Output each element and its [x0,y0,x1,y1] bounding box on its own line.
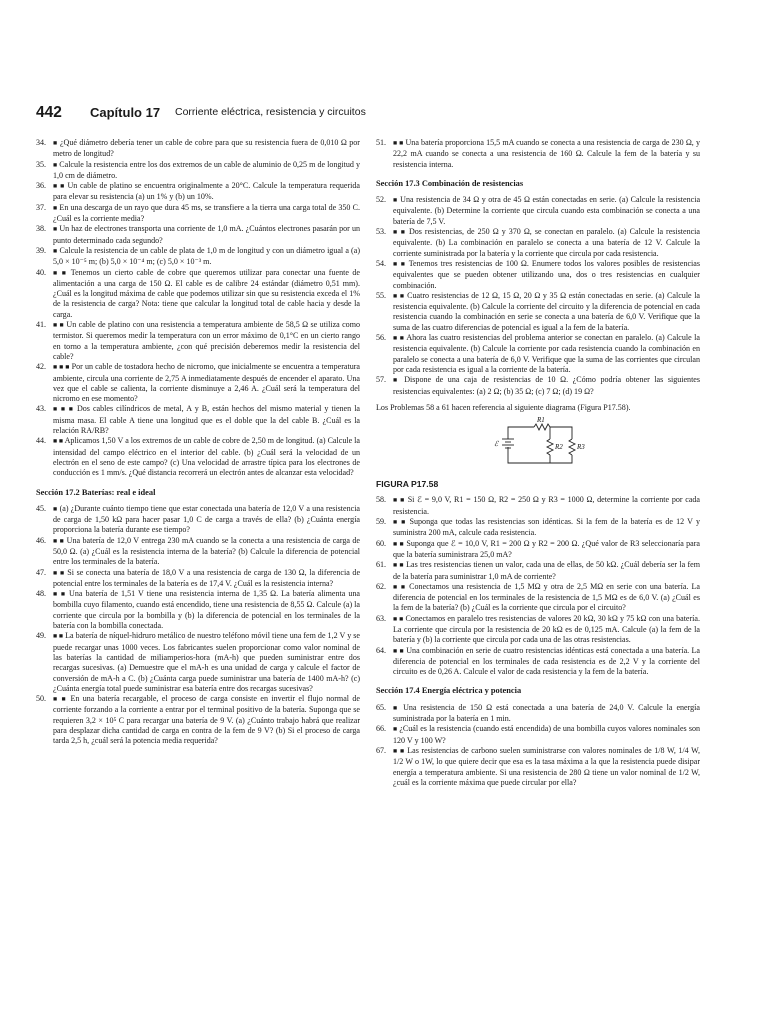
difficulty-marks: ■ [393,726,398,734]
difficulty-marks: ■ [393,197,398,205]
problem-text: Una batería proporciona 15,5 mA cuando se conecta a una resistencia de carga de 230 Ω, y 22,2 mA cuando se conecta a una resistencia de 160 Ω. Calcule la fem de la batería y su resistencia interna. [393,138,700,169]
problem-number: 63. [376,613,387,623]
problem-text: Si se conecta una batería de 18,0 V a una resistencia de carga de 130 Ω, la diferencia de potencial entre los terminales de la batería es de 17,4 V. ¿Cuál es la resistencia interna? [53,567,361,588]
problem-text: Dispone de una caja de resistencias de 10 Ω. ¿Cómo podría obtener las siguientes resistencias equivalentes: (a) 2 Ω; (b) 35 Ω; (c) 7 Ω; (d) 19 Ω? [393,375,701,396]
difficulty-marks: ■ ■ [53,633,64,641]
problem-item [36,436,360,478]
problem-text: Un cable de platino con una resistencia a temperatura ambiente de 58,5 Ω se utiliza como termistor. Si queremos medir la temperatura con un error máximo de 0,1°C en un cierto rango en torno a la temperatura ambiente, ¿con qué precisión deberemos medir la resistencia del cable? [53,320,360,361]
problem-item [376,138,700,170]
problem-item [376,517,700,539]
problem-number: 47. [36,567,47,577]
difficulty-marks: ■ ■ ■ [53,406,74,414]
difficulty-marks: ■ ■ [53,537,65,545]
problem-number: 45. [36,503,47,513]
chapter-label: Capítulo 17 [90,105,161,120]
problem-text: Conectamos en paralelo tres resistencias de valores 20 kΩ, 30 kΩ y 75 kΩ con una batería. La corriente que circula por la resistencia de 20 kΩ es de 0,125 mA. Calcule (a) la fem de la batería y (b) la corriente que circula por cada una de las otras resistencias. [393,613,700,645]
difficulty-marks: ■ [53,226,58,234]
problem-number: 52. [376,195,387,205]
problem-text: Calcule la resistencia entre los dos extremos de un cable de aluminio de 0,25 m de longitud y 1,0 cm de diámetro. [53,159,361,180]
difficulty-marks: ■ [393,377,400,385]
page-number: 442 [36,104,62,121]
problem-number: 42. [36,362,47,372]
difficulty-marks: ■ [53,247,58,255]
right-column [376,138,700,788]
problem-number: 46. [36,535,47,545]
difficulty-marks: ■ ■ [393,292,405,300]
difficulty-marks: ■ [53,140,58,147]
problem-item [36,362,360,404]
problem-item [36,568,360,590]
r1-label: R1 [537,417,545,425]
problem-item [376,227,700,259]
difficulty-marks: ■ ■ [393,335,405,343]
chapter-title: Corriente eléctrica, resistencia y circuitos [175,106,366,118]
problem-text: Una resistencia de 34 Ω y otra de 45 Ω están conectadas en serie. (a) Calcule la resistencia equivalente. (b) Determine la corriente que circula cuando esta combinación se conecta a una batería de 7,5 V. [393,195,701,226]
difficulty-marks: ■ ■ [393,540,404,548]
problem-item [36,203,360,225]
difficulty-marks: ■ ■ ■ [53,364,70,372]
problem-item [376,539,700,561]
problem-text: Dos resistencias, de 250 Ω y 370 Ω, se conectan en paralelo. (a) Calcule la resistencia equivalente. (b) La combinación en paralelo se conecta a una batería de 12 V. Calcule la corriente suministrada por la batería y la corriente que circula por cada resistencia. [393,227,700,258]
problem-item [36,504,360,536]
problem-text: (a) ¿Durante cuánto tiempo tiene que estar conectada una batería de 12,0 V a una resistencia de carga de 1,50 kΩ para hacer pasar 1,0 C de carga a través de ella? (b) ¿Cuánta energía proporciona la batería durante ese tiempo? [53,503,360,535]
problem-text: La batería de níquel-hidruro metálico de nuestro teléfono móvil tiene una fem de 1,2 V y se puede recargar unas 1000 veces. Los fabricantes suelen proporcionar como valor nominal de las baterías la cantidad de miliamperios-hora (mA-h) que pueden suministrar entre dos recargas sucesivas. (a) Demuestre que el mA-h es una unidad de carga y calcule el factor de conversión de mA-h a C. (b) ¿Cuánta carga puede suministrar una batería de 1400 mA-h? (c) ¿Cuánta energía total puede suministrar esa batería entre dos recargas sucesivas? [53,631,360,693]
problem-text: Un haz de electrones transporta una corriente de 1,0 mA. ¿Cuántos electrones pasarán por un punto determinado cada segundo? [53,224,360,245]
difficulty-marks: ■ [53,204,58,212]
problem-text: Una batería de 1,51 V tiene una resistencia interna de 1,35 Ω. La batería alimenta una bombilla cuyo filamento, cuando está encendido, tiene una resistencia de 8,55 Ω. Calcule (a) la corriente que circula por la bombilla y (b) la diferencia de potencial en los terminales de la batería con la bombilla conectada. [53,589,360,631]
problem-number: 37. [36,202,47,212]
difficulty-marks: ■ ■ [53,569,65,577]
problem-number: 35. [36,159,47,169]
problem-text: Una batería de 12,0 V entrega 230 mA cuando se la conecta a una resistencia de carga de 50,0 Ω. (a) ¿Cuál es la resistencia interna de la batería? (b) Calcule la diferencia de potencial entre los terminales de la batería. [53,535,361,567]
problem-text: Calcule la resistencia de un cable de plata de 1,0 m de longitud y con un diámetro igual a (a) 5,0 × 10⁻⁵ m; (b) 5,0 × 10⁻⁴ m; (c) 5,0 × 10⁻³ m. [53,245,360,267]
problem-item [376,375,700,397]
difficulty-marks: ■ ■ [53,591,66,599]
problem-number: 57. [376,375,387,385]
problem-number: 58. [376,495,387,505]
difficulty-marks: ■ [53,161,58,169]
r1-resistor-icon [534,424,550,430]
left-column [36,138,360,747]
difficulty-marks: ■ ■ [393,615,404,623]
problem-item [36,246,360,268]
section-heading: Sección 17.2 Baterías: real e ideal [36,487,156,497]
problem-item [376,724,700,746]
problem-number: 48. [36,589,47,599]
problem-item [376,703,700,725]
problem-number: 66. [376,724,387,734]
difficulty-marks: ■ [393,704,400,712]
problem-item [36,589,360,631]
difficulty-marks: ■ ■ [393,260,406,268]
problem-number: 36. [36,181,47,191]
difficulty-marks: ■ ■ [393,140,404,147]
problem-text: Las resistencias de carbono suelen suministrarse con valores nominales de 1/8 W, 1/4 W, 1/2 W o 1W, lo que quiere decir que esa es la tasa máxima a la que la resistencia puede disipar energía a temperatura ambiente. Si una resistencia de 280 Ω tiene un valor nominal de 1/2 W, ¿cuál es la corriente máxima que puede circular por ella? [393,745,700,787]
problem-item [376,333,700,375]
problem-text: En una descarga de un rayo que dura 45 ms, se transfiere a la tierra una carga total de 350 C. ¿Cuál es la corriente media? [53,202,360,224]
problem-item [376,582,700,614]
problem-number: 53. [376,227,387,237]
problem-item [376,291,700,333]
problem-item [36,181,360,203]
problem-number: 61. [376,560,387,570]
difficulty-marks: ■ ■ [393,647,404,655]
problem-item [36,631,360,694]
emf-label: ℰ [494,440,499,449]
problem-item [36,138,360,160]
problem-text: Una resistencia de 150 Ω está conectada a una batería de 24,0 V. Calcule la energía suministrada por la batería en 1 min. [393,702,700,724]
problem-text: Conectamos una resistencia de 1,5 MΩ y otra de 2,5 MΩ en serie con una batería. La diferencia de potencial en los terminales de la resistencia de 1,5 MΩ es de 6,0 V. (a) ¿Cuál es la fem de la batería? (b) ¿Cuál es la corriente que circula por el circuito? [393,581,700,613]
difficulty-marks: ■ ■ [53,438,63,446]
problem-item [36,268,360,320]
problem-text: Por un cable de tostadora hecho de nicromo, que inicialmente se encuentra a temperatura ambiente, circula una corriente de 2,75 A inmediatamente después de encender el aparato. Una vez que el cable se calienta, la corriente disminuye a 2,46 A. ¿Cuál será la temperatura del nicromo en ese momento? [53,362,361,404]
r3-resistor-icon [569,439,575,455]
problem-text: Un cable de platino se encuentra originalmente a 20°C. Calcule la temperatura requerida para elevar su resistencia (a) un 1% y (b) un 10%. [53,181,361,202]
problem-number: 51. [376,138,387,147]
problem-number: 60. [376,538,387,548]
problem-number: 59. [376,517,387,527]
problem-text: Si ℰ = 9,0 V, R1 = 150 Ω, R2 = 250 Ω y R3 = 1000 Ω, determine la corriente por cada resistencia. [393,495,700,516]
problem-number: 55. [376,290,387,300]
difficulty-marks: ■ ■ [393,562,404,570]
problem-text: Una combinación en serie de cuatro resistencias idénticas está conectada a una batería. La diferencia de potencial en los terminales de cada resistencia es de 2,2 V y la corriente del circuito es de 0,26 A. Calcule el valor de cada resistencia y la fem de la batería. [393,645,700,677]
problem-item [36,224,360,246]
problem-text: Tenemos un cierto cable de cobre que queremos utilizar para conectar una fuente de alimentación a una carga de 150 Ω. El cable es de calibre 24 estándar (diámetro 0,51 mm). ¿Cuál es la longitud máxima de cable que podemos utilizar sin que su resistencia exceda el 1% de la resistencia de carga? Nota: tiene que calcular la longitud total de cable hacia y desde la carga. [53,267,360,319]
problem-number: 41. [36,320,47,330]
problem-number: 43. [36,404,47,414]
problem-item [36,694,360,746]
problem-number: 64. [376,645,387,655]
circuit-figure [376,417,700,475]
problem-number: 49. [36,631,47,641]
problem-item [376,614,700,646]
problem-number: 65. [376,702,387,712]
problem-item [36,404,360,436]
r3-label: R3 [577,443,585,452]
problem-item [36,536,360,568]
difficulty-marks: ■ ■ [53,696,68,704]
difficulty-marks: ■ ■ [53,322,65,330]
difficulty-marks: ■ ■ [393,497,405,505]
circuit-diagram [494,417,594,473]
problem-item [36,320,360,362]
problem-text: ¿Cuál es la resistencia (cuando está encendida) de una bombilla cuyos valores nominales son 120 V y 100 W? [393,724,700,745]
difficulty-marks: ■ ■ [53,269,68,277]
problem-number: 34. [36,138,47,147]
problem-item [376,746,700,788]
difficulty-marks: ■ ■ [393,229,406,237]
problem-text: Ahora las cuatro resistencias del problema anterior se conectan en paralelo. (a) Calcule la resistencia equivalente. (b) Calcule la corriente por cada resistencia cuando la combinación en paralelo se conecta a una batería de 6,0 V. Verifique que la suma de las corrientes que circulan por cada resistencia es igual a la corriente de la batería. [393,333,700,374]
problem-item [376,646,700,678]
problem-text: ¿Qué diámetro debería tener un cable de cobre para que su resistencia fuera de 0,010 Ω por metro de longitud? [53,138,360,159]
problem-number: 44. [36,436,47,446]
paragraph: Los Problemas 58 a 61 hacen referencia al siguiente diagrama (Figura P17.58). [376,402,631,412]
problem-text: Tenemos tres resistencias de 100 Ω. Enumere todos los valores posibles de resistencias equivalentes que se pueden obtener utilizando una, dos o tres resistencias en cualquier combinación. [393,258,700,290]
section-heading: Sección 17.4 Energía eléctrica y potencia [376,686,522,696]
problem-text: En una batería recargable, el proceso de carga consiste en invertir el flujo normal de corriente forzando a la corriente a entrar por el terminal positivo de la batería. Suponga que se requieren 3,2 × 10⁵ C para recargar una batería de 9 V. (a) ¿Cuánto trabajo habrá que realizar para desplazar dicha cantidad de carga en contra de la fem de 9 V? (b) Si el proceso de carga tarda 2,5 h, ¿cuál será la potencia media requerida? [53,694,360,746]
problem-text: Suponga que ℰ = 10,0 V, R1 = 200 Ω y R2 = 200 Ω. ¿Qué valor de R3 seleccionaría para que la batería suministrara 25,0 mA? [393,538,700,559]
difficulty-marks: ■ ■ [53,183,65,191]
problem-number: 54. [376,258,387,268]
problem-number: 40. [36,267,47,277]
problem-number: 38. [36,224,47,234]
problem-text: Dos cables cilíndricos de metal, A y B, están hechos del mismo material y tienen la misma masa. El cable A tiene una longitud que es el doble que la del cable B. ¿Cuál es la relación RA/RB? [53,404,361,436]
difficulty-marks: ■ ■ [393,747,405,755]
problem-text: Las tres resistencias tienen un valor, cada una de ellas, de 50 kΩ. ¿Cuál debería ser la fem de la batería para suministrar 1,0 mA de corriente? [393,560,700,581]
problem-text: Cuatro resistencias de 12 Ω, 15 Ω, 20 Ω y 35 Ω están conectadas en serie. (a) Calcule la resistencia equivalente. (b) Calcule la corriente del circuito y la diferencia de potencial en cada resistencia cuando la combinación en serie se conecta a una batería de 6,0 V. Verifique que la suma de las cuatro diferencias de potencial es igual a la fem de la batería. [393,290,700,332]
problem-item [376,195,700,227]
problem-number: 56. [376,333,387,343]
problem-item [376,560,700,582]
difficulty-marks: ■ [53,505,58,513]
problem-text: Aplicamos 1,50 V a los extremos de un cable de cobre de 2,50 m de longitud. (a) Calcule la intensidad del campo eléctrico en el interior del cable. (b) ¿Cuál será la velocidad de un electrón en el seno de este campo? (c) Una velocidad de arrastre típica para los electrones de conducción es 1 mm/s. ¿Qué distancia recorrerá un electrón antes de alcanzar esta velocidad? [53,436,360,478]
page-header [36,104,736,124]
section-heading: Sección 17.3 Combinación de resistencias [376,178,524,188]
problem-number: 62. [376,581,387,591]
problem-number: 50. [36,694,47,704]
difficulty-marks: ■ ■ [393,583,407,591]
r2-resistor-icon [547,439,553,455]
problem-number: 39. [36,245,47,255]
problem-item [36,160,360,182]
problem-number: 67. [376,745,387,755]
r2-label: R2 [555,443,563,452]
difficulty-marks: ■ ■ [393,519,407,527]
figure-caption: FIGURA P17.58 [376,479,439,490]
problem-item [376,259,700,291]
problem-item [376,495,700,517]
problem-text: Suponga que todas las resistencias son idénticas. Si la fem de la batería es de 12 V y suministra 200 mA, calcule cada resistencia. [393,517,701,538]
